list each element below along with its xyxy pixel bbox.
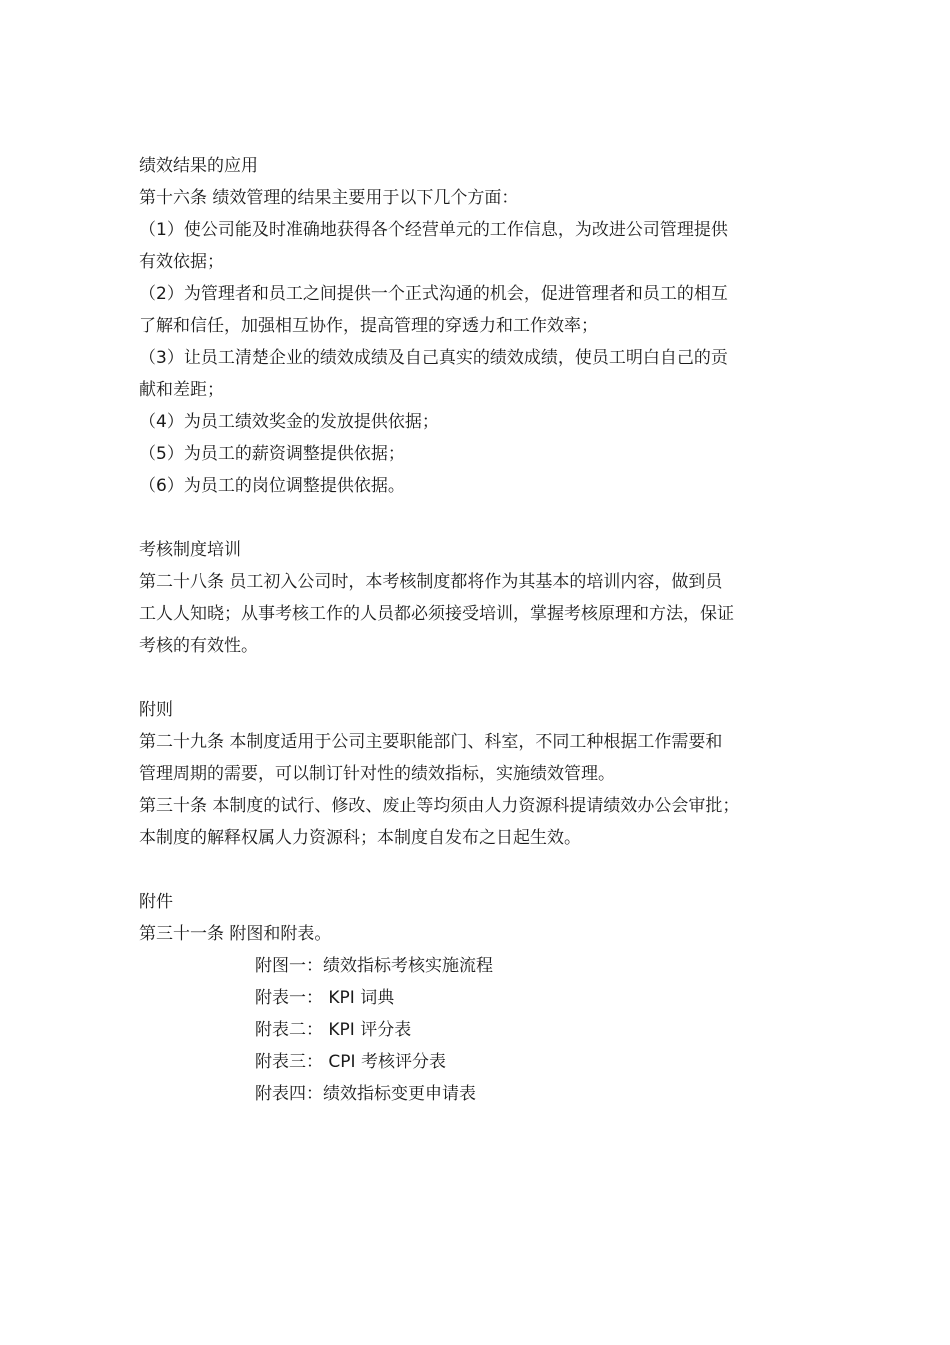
section-gap (139, 502, 799, 534)
article-16-item-1: （1）使公司能及时准确地获得各个经营单元的工作信息，为改进公司管理提供 (139, 220, 728, 240)
section-gap (139, 854, 799, 886)
attachment-table-1: 附表一： KPI 词典 (255, 988, 395, 1008)
article-16-item-3-cont: 献和差距； (139, 380, 224, 400)
attachment-figure-1: 附图一：绩效指标考核实施流程 (255, 956, 493, 976)
article-31: 第三十一条 附图和附表。 (139, 924, 332, 944)
article-16-item-2-cont: 了解和信任，加强相互协作，提高管理的穿透力和工作效率； (139, 316, 598, 336)
section-heading-training: 考核制度培训 (139, 540, 241, 560)
article-29-line-1: 第二十九条 本制度适用于公司主要职能部门、科室，不同工种根据工作需要和 (139, 732, 723, 752)
article-16-item-4: （4）为员工绩效奖金的发放提供依据； (139, 412, 439, 432)
article-28-line-3: 考核的有效性。 (139, 636, 258, 656)
article-16-item-5: （5）为员工的薪资调整提供依据； (139, 444, 405, 464)
article-16-item-3: （3）让员工清楚企业的绩效成绩及自己真实的绩效成绩，使员工明白自己的贡 (139, 348, 728, 368)
attachment-table-4: 附表四：绩效指标变更申请表 (255, 1084, 476, 1104)
section-heading-supplementary: 附则 (139, 700, 173, 720)
article-16-item-2: （2）为管理者和员工之间提供一个正式沟通的机会，促进管理者和员工的相互 (139, 284, 728, 304)
article-28-line-2: 工人人知晓；从事考核工作的人员都必须接受培训，掌握考核原理和方法，保证 (139, 604, 734, 624)
section-heading-attachments: 附件 (139, 892, 173, 912)
attachment-table-3: 附表三： CPI 考核评分表 (255, 1052, 446, 1072)
section-heading-performance-results: 绩效结果的应用 (139, 156, 258, 176)
article-16: 第十六条 绩效管理的结果主要用于以下几个方面： (139, 188, 519, 208)
article-16-item-6: （6）为员工的岗位调整提供依据。 (139, 476, 405, 496)
attachment-table-2: 附表二： KPI 评分表 (255, 1020, 412, 1040)
document-body (139, 150, 799, 1110)
section-gap (139, 662, 799, 694)
article-30-line-2: 本制度的解释权属人力资源科；本制度自发布之日起生效。 (139, 828, 581, 848)
article-30-line-1: 第三十条 本制度的试行、修改、废止等均须由人力资源科提请绩效办公会审批； (139, 796, 740, 816)
article-29-line-2: 管理周期的需要，可以制订针对性的绩效指标，实施绩效管理。 (139, 764, 615, 784)
article-28-line-1: 第二十八条 员工初入公司时，本考核制度都将作为其基本的培训内容，做到员 (139, 572, 723, 592)
article-16-item-1-cont: 有效依据； (139, 252, 224, 272)
